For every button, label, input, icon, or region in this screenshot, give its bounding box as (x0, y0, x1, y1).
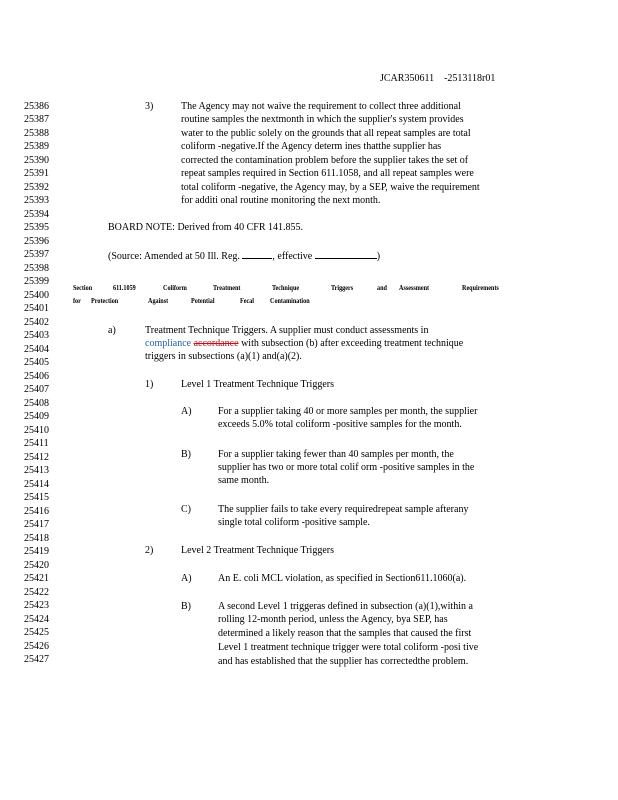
item-3-line: water to the public solely on the grounds that all repeat samples are total (181, 128, 471, 139)
line-number: 25418 (24, 533, 49, 544)
heading-word: Fecal (240, 296, 255, 305)
line-number: 25413 (24, 465, 49, 476)
line-number: 25421 (24, 573, 49, 584)
item-3-line: for additi onal routine monitoring the next month. (181, 195, 381, 206)
heading-word: Treatment (213, 283, 241, 292)
line-number: 25396 (24, 236, 49, 247)
line-number: 25408 (24, 398, 49, 409)
line-number: 25411 (24, 438, 49, 449)
heading-word: Coliform (163, 283, 187, 292)
line-number: 25402 (24, 317, 49, 328)
level-2-item-line: A second Level 1 triggeras defined in subsection (a)(1),within a (218, 601, 473, 612)
heading-word: Technique (272, 283, 300, 292)
line-number: 25388 (24, 128, 49, 139)
line-number: 25400 (24, 290, 49, 301)
level-2-item-marker: A) (181, 573, 192, 584)
line-number: 25423 (24, 600, 49, 611)
heading-word: 611.1059 (113, 283, 136, 292)
line-number: 25415 (24, 492, 49, 503)
level-2-item-marker: B) (181, 601, 191, 612)
line-number: 25409 (24, 411, 49, 422)
level-1-item-line: For a supplier taking 40 or more samples per month, the supplier (218, 406, 478, 417)
level-1-item-line: exceeds 5.0% total coliform -positive samples for the month. (218, 419, 462, 430)
line-number: 25399 (24, 276, 49, 287)
line-number: 25427 (24, 654, 49, 665)
level-1-item-line: For a supplier taking fewer than 40 samples per month, the (218, 449, 454, 460)
level-2-item-line: An E. coli MCL violation, as specified in Section611.1060(a). (218, 573, 467, 584)
doc-ref: -2513118r01 (444, 73, 496, 84)
line-number: 25392 (24, 182, 49, 193)
heading-word: and (377, 283, 387, 292)
level-1-marker: 1) (145, 379, 154, 390)
item-3-marker: 3) (145, 101, 154, 112)
line-number: 25417 (24, 519, 49, 530)
source-note (108, 249, 380, 263)
line-number: 25425 (24, 627, 49, 638)
line-number: 25398 (24, 263, 49, 274)
line-number: 25422 (24, 587, 49, 598)
source-after: ) (376, 251, 381, 262)
sub-a-line: triggers in subsections (a)(1) and(a)(2). (145, 351, 302, 362)
item-3-line: routine samples the nextmonth in which the supplier's system provides (181, 114, 464, 125)
heading-word: Against (148, 296, 169, 305)
line-number: 25416 (24, 506, 49, 517)
item-3-line: repeat samples required in Section 611.1058, and all repeat samples were (181, 168, 474, 179)
line-number: 25403 (24, 330, 49, 341)
item-3-line: corrected the contamination problem before the supplier takes the set of (181, 155, 469, 166)
line-number: 25397 (24, 249, 49, 260)
doc-id: JCAR350611 (380, 73, 435, 84)
line-number: 25414 (24, 479, 49, 490)
item-3-line: The Agency may not waive the requirement to collect three additional (181, 101, 461, 112)
line-number: 25393 (24, 195, 49, 206)
level-2-item-line: determined a likely reason that the samples that caused the first (218, 628, 472, 639)
line-number: 25390 (24, 155, 49, 166)
level-1-item-marker: C) (181, 504, 191, 515)
line-number: 25410 (24, 425, 49, 436)
level-1-item-marker: A) (181, 406, 192, 417)
item-3-line: coliform -negative.If the Agency determ ines thatthe supplier has (181, 141, 442, 152)
heading-word: for (73, 296, 81, 305)
source-mid: , effective (272, 251, 313, 262)
sub-a-line2-rest: with subsection (b) after exceeding treatment technique (241, 338, 464, 349)
level-1-item-line: The supplier fails to take every requiredrepeat sample afterany (218, 504, 469, 515)
level-1-item-marker: B) (181, 449, 191, 460)
line-number: 25389 (24, 141, 49, 152)
line-number: 25387 (24, 114, 49, 125)
source-effective-blank (315, 249, 377, 259)
sub-a-line (145, 338, 463, 350)
level-1-item-line: same month. (218, 475, 270, 486)
inserted-text: compliance (145, 338, 192, 349)
line-number: 25394 (24, 209, 49, 220)
level-2-item-line: rolling 12-month period, unless the Agency, bya SEP, has (218, 614, 448, 625)
source-before: (Source: Amended at 50 Ill. Reg. (108, 251, 240, 262)
line-number: 25407 (24, 384, 49, 395)
heading-word: Potential (191, 296, 215, 305)
deleted-text: accordance (193, 338, 239, 349)
heading-word: Protection (91, 296, 119, 305)
sub-a-marker: a) (108, 325, 116, 336)
heading-word: Requirements (462, 283, 499, 292)
line-number: 25395 (24, 222, 49, 233)
line-number: 25404 (24, 344, 49, 355)
line-number: 25420 (24, 560, 49, 571)
line-number: 25405 (24, 357, 49, 368)
source-date-blank (242, 249, 272, 259)
level-1-item-line: supplier has two or more total colif orm -positive samples in the (218, 462, 475, 473)
level-1-item-line: single total coliform -positive sample. (218, 517, 370, 528)
level-2-item-line: and has established that the supplier has correctedthe problem. (218, 656, 469, 667)
level-2-item-line: Level 1 treatment technique trigger were total coliform -posi tive (218, 642, 479, 653)
line-number: 25412 (24, 452, 49, 463)
heading-word: Contamination (270, 296, 310, 305)
line-number: 25424 (24, 614, 49, 625)
board-note: BOARD NOTE: Derived from 40 CFR 141.855. (108, 222, 303, 233)
line-number: 25406 (24, 371, 49, 382)
line-number: 25419 (24, 546, 49, 557)
page-header (380, 73, 495, 84)
heading-word: Assessment (399, 283, 430, 292)
level-2-marker: 2) (145, 545, 154, 556)
item-3-line: total coliform -negative, the Agency may, by a SEP, waive the requirement (181, 182, 480, 193)
line-number: 25391 (24, 168, 49, 179)
line-number: 25401 (24, 303, 49, 314)
heading-word: Triggers (331, 283, 354, 292)
level-2-heading: Level 2 Treatment Technique Triggers (181, 545, 334, 556)
level-1-heading: Level 1 Treatment Technique Triggers (181, 379, 334, 390)
line-number: 25386 (24, 101, 49, 112)
line-number: 25426 (24, 641, 49, 652)
sub-a-line: Treatment Technique Triggers. A supplier must conduct assessments in (145, 325, 429, 336)
heading-word: Section (73, 283, 93, 292)
